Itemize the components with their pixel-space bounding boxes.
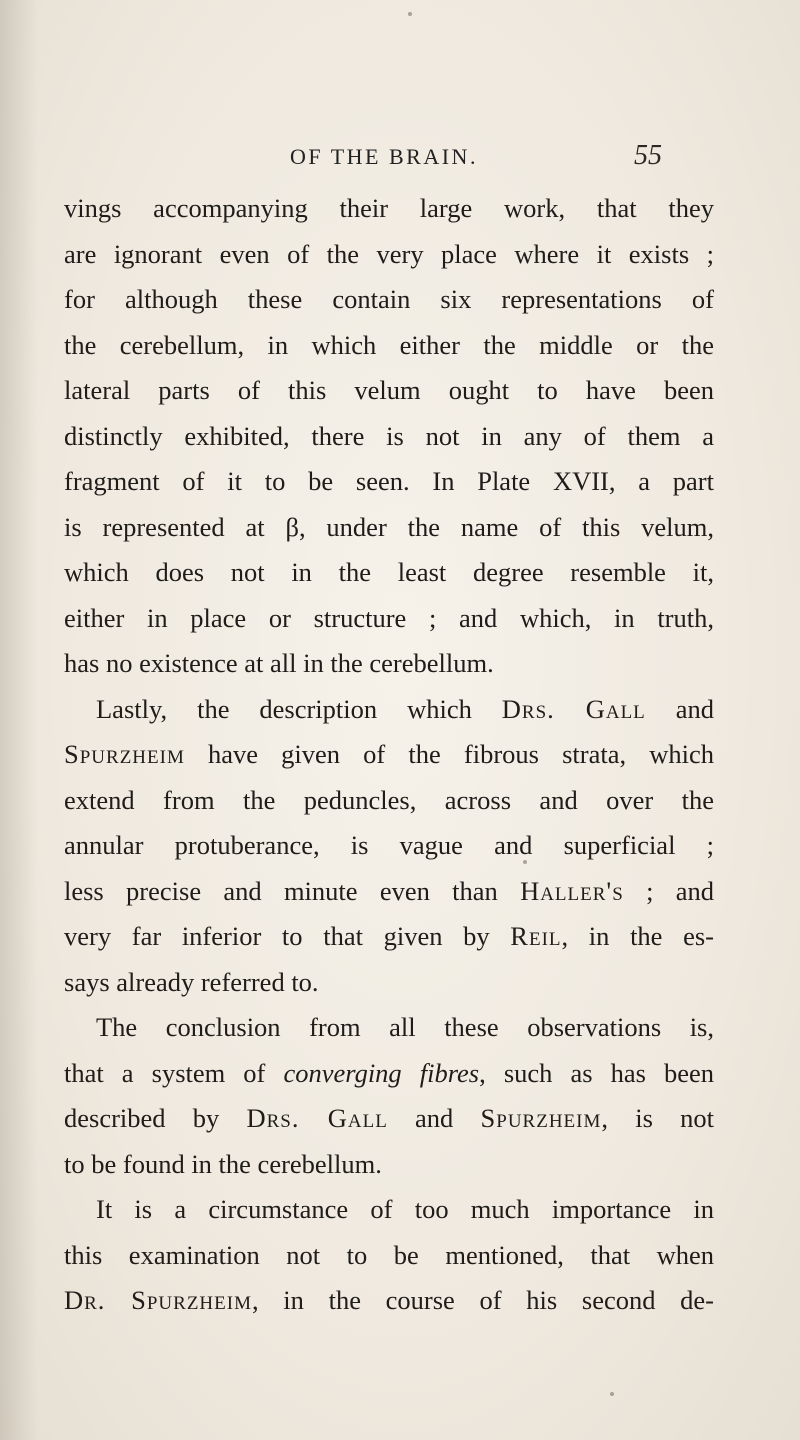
author-name: Spurzheim	[480, 1103, 602, 1133]
page-number: 55	[634, 140, 662, 171]
spine-shadow	[0, 0, 38, 1440]
author-name: Drs. Gall	[246, 1103, 388, 1133]
text-line: described by Drs. Gall and Spurzheim, is not	[64, 1103, 715, 1133]
paragraph-start-line: The conclusion from all these observations is,	[96, 1012, 714, 1042]
text-line: says already referred to.	[64, 966, 319, 997]
italic-phrase: converging fibres	[283, 1057, 480, 1088]
paragraph-start-line: Lastly, the description which Drs. Gall and	[96, 693, 714, 724]
text-line: to be found in the cerebellum.	[64, 1148, 382, 1179]
text-line: very far inferior to that given by Reil, in the es-	[64, 921, 715, 951]
text-line: either in place or structure ; and which, in truth,	[64, 602, 714, 633]
text-line: which does not in the least degree resemble it,	[64, 557, 714, 587]
text-line: are ignorant even of the very place where it exists ;	[64, 238, 714, 269]
paragraph-start-line: It is a circumstance of too much importance in	[96, 1194, 714, 1224]
running-title: OF THE BRAIN.	[290, 144, 478, 169]
text-line: that a system of converging fibres, such as has been	[64, 1057, 715, 1088]
text-line: fragment of it to be seen. In Plate XVII, a part	[64, 466, 714, 496]
text-line: is represented at β, under the name of this velum,	[64, 511, 714, 542]
text-line: the cerebellum, in which either the middle or the	[64, 329, 714, 360]
body-text	[64, 186, 714, 1324]
text-line: vings accompanying their large work, that they	[64, 193, 714, 223]
author-name: Spurzheim	[64, 739, 185, 769]
text-line: has no existence at all in the cerebellum.	[64, 648, 494, 678]
author-name: Reil	[510, 921, 562, 951]
text-line: Spurzheim have given of the fibrous strata, which	[64, 739, 714, 769]
text-line: extend from the peduncles, across and over the	[64, 784, 714, 815]
text-line: this examination not to be mentioned, that when	[64, 1239, 714, 1270]
author-name: Dr. Spurzheim	[64, 1285, 252, 1315]
text-line: for although these contain six representations of	[64, 284, 714, 314]
author-name: Drs. Gall	[501, 693, 646, 724]
text-line: Dr. Spurzheim, in the course of his second de-	[64, 1285, 714, 1315]
paper-speck	[610, 1392, 614, 1396]
text-line: lateral parts of this velum ought to have been	[64, 375, 714, 405]
paper-speck	[408, 12, 412, 16]
text-line: less precise and minute even than Haller's ; and	[64, 875, 714, 906]
paper-speck	[523, 860, 527, 864]
running-head	[0, 138, 800, 178]
text-line: annular protuberance, is vague and superficial ;	[64, 830, 714, 860]
text-line: distinctly exhibited, there is not in any of them a	[64, 420, 714, 451]
author-name: Haller's	[520, 875, 624, 906]
